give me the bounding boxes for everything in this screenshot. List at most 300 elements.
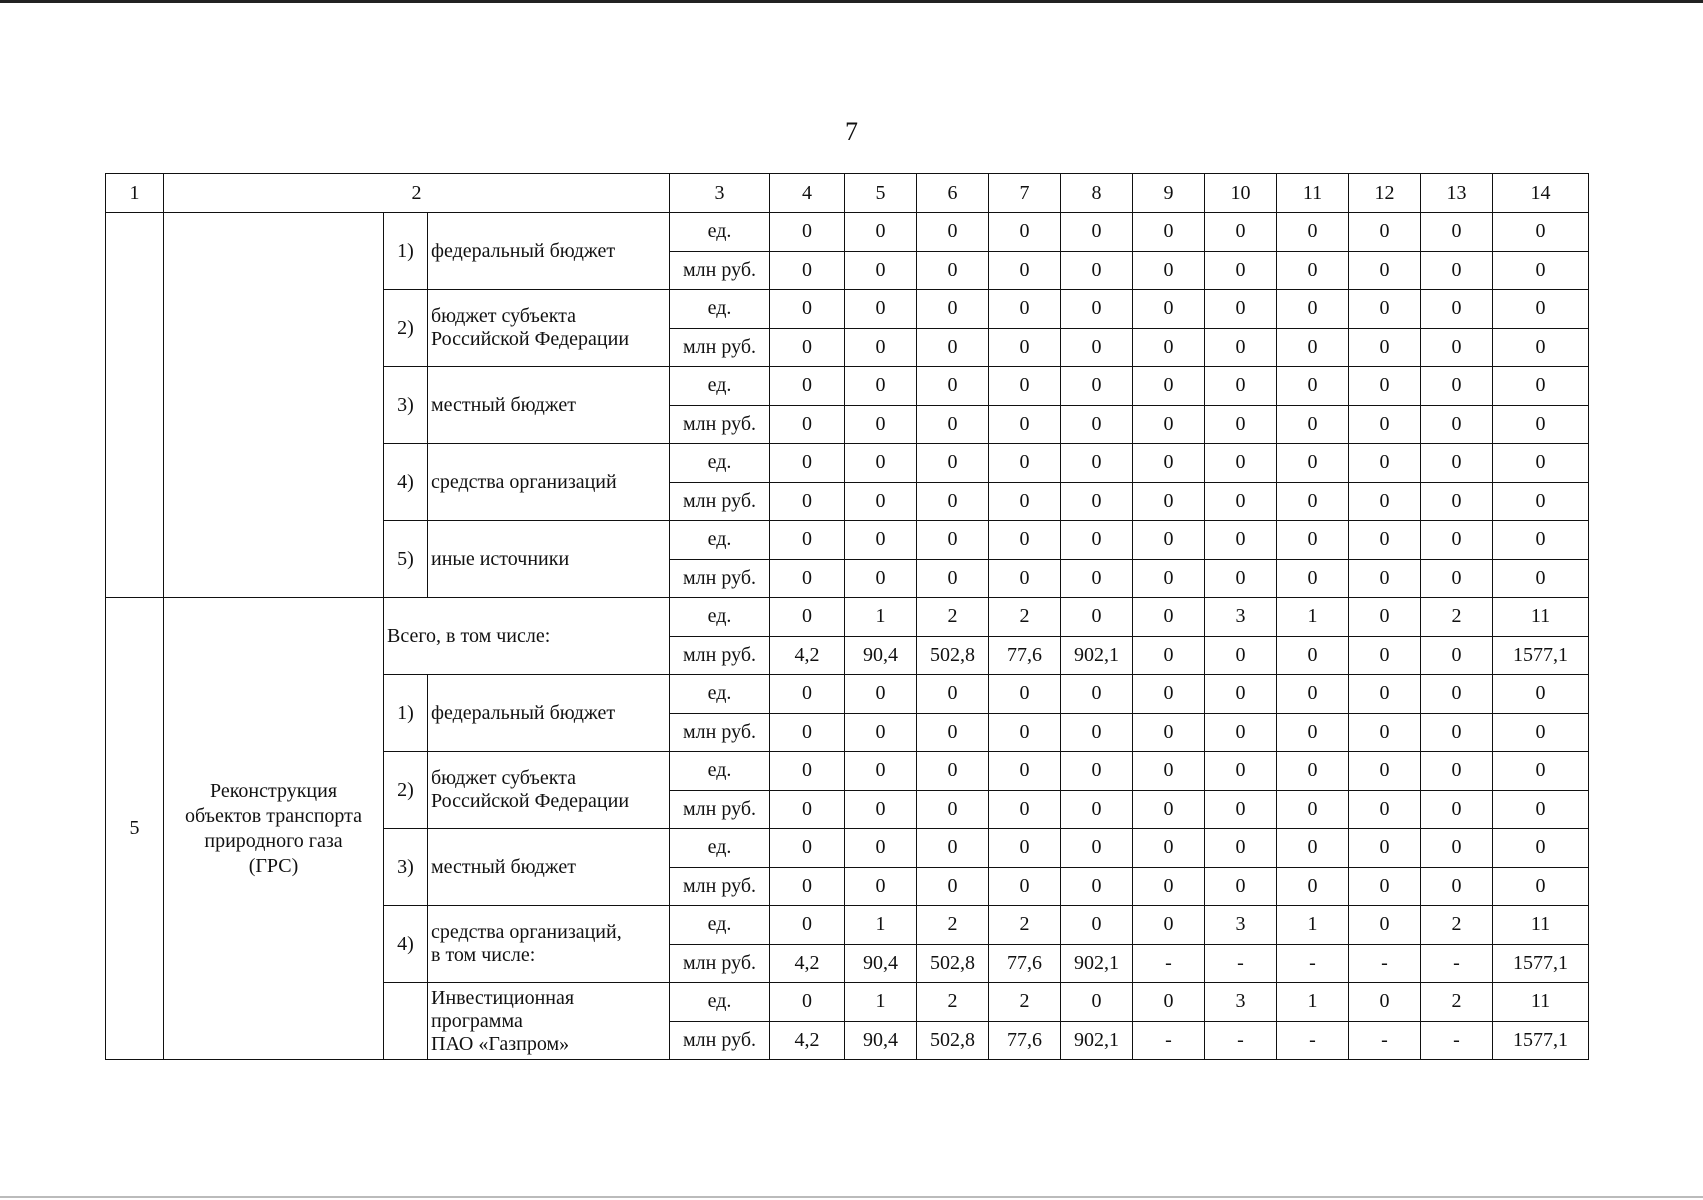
value-cell: 902,1 [1061, 944, 1133, 983]
value-cell: 0 [1133, 213, 1205, 252]
value-cell: - [1277, 944, 1349, 983]
value-cell: 0 [1421, 290, 1493, 329]
section-number-cell: 5 [106, 598, 164, 1060]
header-cell: 10 [1205, 174, 1277, 213]
value-cell: 0 [1349, 713, 1421, 752]
value-cell: 0 [1493, 328, 1589, 367]
value-cell: 0 [917, 829, 989, 868]
value-cell: 0 [1349, 867, 1421, 906]
value-cell: 2 [989, 983, 1061, 1022]
unit-cell: млн руб. [670, 482, 770, 521]
value-cell: 0 [1205, 367, 1277, 406]
value-cell: - [1133, 944, 1205, 983]
header-cell: 3 [670, 174, 770, 213]
unit-cell: млн руб. [670, 405, 770, 444]
value-cell: 0 [989, 405, 1061, 444]
value-cell: 0 [1349, 675, 1421, 714]
value-cell: 0 [917, 713, 989, 752]
value-cell: 0 [1133, 983, 1205, 1022]
unit-cell: млн руб. [670, 251, 770, 290]
value-cell: 0 [989, 752, 1061, 791]
value-cell: 0 [989, 521, 1061, 560]
value-cell: 0 [917, 867, 989, 906]
value-cell: 0 [845, 328, 917, 367]
header-cell: 2 [164, 174, 670, 213]
text-line: (ГРС) [248, 854, 299, 877]
value-cell: 0 [1421, 675, 1493, 714]
value-cell: 0 [1493, 482, 1589, 521]
value-cell: 0 [1349, 521, 1421, 560]
value-cell: 0 [1493, 290, 1589, 329]
value-cell: 502,8 [917, 944, 989, 983]
value-cell: 2 [917, 598, 989, 637]
value-cell: 502,8 [917, 636, 989, 675]
unit-cell: млн руб. [670, 790, 770, 829]
unit-cell: ед. [670, 213, 770, 252]
source-name [428, 521, 670, 598]
value-cell: 0 [1349, 290, 1421, 329]
value-cell: - [1421, 1021, 1493, 1060]
value-cell: 1 [845, 983, 917, 1022]
value-cell: 90,4 [845, 1021, 917, 1060]
value-cell: 0 [1277, 367, 1349, 406]
value-cell: 0 [1493, 213, 1589, 252]
value-cell: 0 [1061, 521, 1133, 560]
value-cell: 0 [1349, 251, 1421, 290]
value-cell: 0 [1205, 829, 1277, 868]
value-cell: 0 [1061, 790, 1133, 829]
value-cell: 0 [1133, 367, 1205, 406]
value-cell: 0 [1061, 983, 1133, 1022]
value-cell: 0 [1277, 482, 1349, 521]
source-number: 3) [384, 367, 428, 444]
value-cell: 0 [1421, 444, 1493, 483]
value-cell: 1 [845, 906, 917, 945]
value-cell: 0 [1493, 405, 1589, 444]
value-cell: 0 [1421, 328, 1493, 367]
value-cell: 0 [1349, 482, 1421, 521]
source-name [428, 752, 670, 829]
text-line: объектов транспорта [184, 804, 362, 827]
value-cell: 0 [1277, 675, 1349, 714]
value-cell: 0 [917, 251, 989, 290]
value-cell: 0 [845, 713, 917, 752]
value-cell: 11 [1493, 983, 1589, 1022]
value-cell: 3 [1205, 598, 1277, 637]
value-cell: 0 [1133, 444, 1205, 483]
value-cell: 0 [845, 675, 917, 714]
value-cell: 0 [1205, 251, 1277, 290]
source-name [428, 213, 670, 290]
source-number: 3) [384, 829, 428, 906]
value-cell: 0 [1205, 636, 1277, 675]
value-cell: 1 [1277, 906, 1349, 945]
value-cell: 0 [770, 559, 845, 598]
value-cell: 0 [989, 675, 1061, 714]
table-row [106, 598, 1589, 637]
value-cell: 0 [770, 444, 845, 483]
value-cell: 0 [1493, 251, 1589, 290]
value-cell: 0 [1277, 867, 1349, 906]
value-cell: - [1421, 944, 1493, 983]
value-cell: 0 [1349, 405, 1421, 444]
unit-cell: ед. [670, 521, 770, 560]
value-cell: 0 [1349, 328, 1421, 367]
value-cell: 0 [1349, 598, 1421, 637]
header-cell: 8 [1061, 174, 1133, 213]
value-cell: 2 [917, 906, 989, 945]
value-cell: 2 [1421, 598, 1493, 637]
text-line: федеральный бюджет [431, 701, 616, 724]
unit-cell: млн руб. [670, 944, 770, 983]
source-number: 1) [384, 675, 428, 752]
value-cell: 2 [1421, 906, 1493, 945]
value-cell: 0 [845, 790, 917, 829]
page-number: 7 [845, 117, 858, 146]
value-cell: 0 [845, 867, 917, 906]
text-line: природного газа [204, 829, 343, 852]
value-cell: 0 [1277, 290, 1349, 329]
value-cell: 0 [1061, 713, 1133, 752]
text-line: ПАО «Газпром» [431, 1032, 570, 1055]
header-cell: 6 [917, 174, 989, 213]
value-cell: 0 [1061, 482, 1133, 521]
value-cell: 0 [1349, 213, 1421, 252]
value-cell: 11 [1493, 598, 1589, 637]
value-cell: 0 [1277, 790, 1349, 829]
value-cell: 1 [1277, 983, 1349, 1022]
value-cell: 0 [845, 251, 917, 290]
value-cell: 0 [770, 790, 845, 829]
value-cell: 0 [1133, 752, 1205, 791]
text-line: бюджет субъекта [431, 305, 577, 327]
value-cell: 0 [1205, 444, 1277, 483]
value-cell: 0 [917, 559, 989, 598]
value-cell: 77,6 [989, 636, 1061, 675]
source-name [428, 290, 670, 367]
value-cell: 0 [989, 444, 1061, 483]
value-cell: 2 [989, 906, 1061, 945]
value-cell: 0 [770, 213, 845, 252]
text-line: средства организаций, [431, 921, 622, 943]
value-cell: 1 [1277, 598, 1349, 637]
value-cell: 0 [1061, 251, 1133, 290]
unit-cell: млн руб. [670, 867, 770, 906]
value-cell: 0 [770, 983, 845, 1022]
value-cell: 0 [770, 752, 845, 791]
value-cell: 2 [917, 983, 989, 1022]
unit-cell: ед. [670, 906, 770, 945]
header-cell: 4 [770, 174, 845, 213]
value-cell: 502,8 [917, 1021, 989, 1060]
value-cell: 0 [770, 521, 845, 560]
value-cell: 0 [1421, 521, 1493, 560]
value-cell: 0 [989, 213, 1061, 252]
value-cell: 0 [989, 829, 1061, 868]
value-cell: 0 [1421, 752, 1493, 791]
value-cell: 0 [1133, 867, 1205, 906]
value-cell: 0 [845, 444, 917, 483]
text-line: федеральный бюджет [431, 239, 616, 262]
text-line: Реконструкция [209, 779, 338, 802]
total-label: Всего, в том числе: [384, 598, 670, 675]
text-line: Российской Федерации [431, 790, 630, 812]
value-cell: 0 [1493, 752, 1589, 791]
value-cell: 0 [1421, 829, 1493, 868]
header-cell: 13 [1421, 174, 1493, 213]
section-title-cell [164, 213, 384, 598]
value-cell: - [1205, 944, 1277, 983]
value-cell: 0 [917, 290, 989, 329]
source-name [428, 675, 670, 752]
value-cell: 0 [989, 367, 1061, 406]
value-cell: 0 [1133, 906, 1205, 945]
value-cell: 0 [1133, 521, 1205, 560]
top-border-line [0, 0, 1703, 3]
unit-cell: ед. [670, 752, 770, 791]
header-cell: 9 [1133, 174, 1205, 213]
value-cell: 0 [989, 713, 1061, 752]
value-cell: 0 [1133, 636, 1205, 675]
value-cell: 0 [1205, 752, 1277, 791]
value-cell: 0 [845, 521, 917, 560]
value-cell: 1577,1 [1493, 636, 1589, 675]
value-cell: 0 [917, 752, 989, 791]
value-cell: 0 [1205, 521, 1277, 560]
source-number: 1) [384, 213, 428, 290]
unit-cell: млн руб. [670, 328, 770, 367]
value-cell: 0 [1493, 444, 1589, 483]
unit-cell: ед. [670, 829, 770, 868]
value-cell: 0 [917, 367, 989, 406]
unit-cell: ед. [670, 598, 770, 637]
value-cell: 0 [1277, 405, 1349, 444]
value-cell: 0 [917, 675, 989, 714]
value-cell: 2 [1421, 983, 1493, 1022]
section-title-cell [164, 598, 384, 1060]
value-cell: 0 [1493, 675, 1589, 714]
value-cell: 0 [1421, 405, 1493, 444]
value-cell: 0 [1349, 983, 1421, 1022]
value-cell: 0 [1061, 328, 1133, 367]
value-cell: 0 [1061, 559, 1133, 598]
value-cell: 0 [770, 482, 845, 521]
value-cell: 4,2 [770, 1021, 845, 1060]
source-name [428, 367, 670, 444]
value-cell: 0 [1421, 213, 1493, 252]
value-cell: 0 [1421, 482, 1493, 521]
value-cell: 0 [1349, 444, 1421, 483]
bottom-border-line [0, 1196, 1703, 1198]
value-cell: 0 [770, 367, 845, 406]
value-cell: 1 [845, 598, 917, 637]
source-number [384, 983, 428, 1060]
unit-cell: млн руб. [670, 1021, 770, 1060]
value-cell: 0 [1277, 521, 1349, 560]
text-line: Российской Федерации [431, 328, 630, 350]
header-cell: 11 [1277, 174, 1349, 213]
value-cell: 0 [1277, 713, 1349, 752]
value-cell: 0 [1133, 829, 1205, 868]
value-cell: 0 [1061, 367, 1133, 406]
value-cell: 0 [1205, 405, 1277, 444]
value-cell: 0 [1421, 559, 1493, 598]
value-cell: 0 [989, 867, 1061, 906]
value-cell: 0 [845, 752, 917, 791]
value-cell: 0 [917, 444, 989, 483]
value-cell: 0 [1421, 636, 1493, 675]
value-cell: 0 [770, 906, 845, 945]
value-cell: 0 [1205, 482, 1277, 521]
value-cell: 0 [1133, 713, 1205, 752]
value-cell: 0 [845, 559, 917, 598]
value-cell: 0 [989, 251, 1061, 290]
value-cell: 0 [1493, 521, 1589, 560]
source-name [428, 906, 670, 983]
header-cell: 12 [1349, 174, 1421, 213]
value-cell: 77,6 [989, 1021, 1061, 1060]
value-cell: 77,6 [989, 944, 1061, 983]
value-cell: 0 [1061, 675, 1133, 714]
value-cell: 0 [1277, 251, 1349, 290]
value-cell: 0 [989, 790, 1061, 829]
value-cell: 0 [1205, 328, 1277, 367]
value-cell: 0 [770, 867, 845, 906]
value-cell: 0 [917, 482, 989, 521]
value-cell: 0 [770, 675, 845, 714]
unit-cell: млн руб. [670, 636, 770, 675]
value-cell: 0 [770, 290, 845, 329]
value-cell: 3 [1205, 983, 1277, 1022]
value-cell: 0 [845, 213, 917, 252]
value-cell: 0 [1493, 559, 1589, 598]
value-cell: 0 [917, 213, 989, 252]
value-cell: 0 [1421, 790, 1493, 829]
value-cell: 0 [1061, 405, 1133, 444]
value-cell: 0 [917, 790, 989, 829]
unit-cell: ед. [670, 675, 770, 714]
value-cell: 0 [770, 251, 845, 290]
value-cell: 0 [845, 482, 917, 521]
value-cell: 902,1 [1061, 636, 1133, 675]
header-cell: 1 [106, 174, 164, 213]
value-cell: 0 [770, 405, 845, 444]
value-cell: 0 [1133, 251, 1205, 290]
value-cell: 0 [1493, 790, 1589, 829]
text-line: иные источники [431, 547, 570, 570]
value-cell: 0 [1061, 752, 1133, 791]
value-cell: 0 [989, 559, 1061, 598]
unit-cell: ед. [670, 983, 770, 1022]
value-cell: - [1349, 944, 1421, 983]
header-cell: 5 [845, 174, 917, 213]
value-cell: 0 [1205, 559, 1277, 598]
value-cell: 902,1 [1061, 1021, 1133, 1060]
value-cell: 0 [1133, 598, 1205, 637]
value-cell: 0 [1277, 752, 1349, 791]
table-row [106, 213, 1589, 252]
value-cell: 0 [1349, 367, 1421, 406]
value-cell: 0 [1421, 867, 1493, 906]
text-line: в том числе: [431, 944, 536, 966]
value-cell: 0 [1277, 444, 1349, 483]
value-cell: 1577,1 [1493, 1021, 1589, 1060]
value-cell: 0 [1349, 636, 1421, 675]
value-cell: 0 [1493, 713, 1589, 752]
value-cell: 0 [1061, 444, 1133, 483]
text-line: бюджет субъекта [431, 767, 577, 789]
value-cell: 0 [1493, 367, 1589, 406]
value-cell: 0 [1061, 290, 1133, 329]
value-cell: 0 [770, 713, 845, 752]
source-number: 5) [384, 521, 428, 598]
value-cell: 0 [1205, 713, 1277, 752]
source-number: 4) [384, 444, 428, 521]
source-number: 2) [384, 290, 428, 367]
value-cell: - [1349, 1021, 1421, 1060]
text-line: местный бюджет [431, 393, 576, 416]
source-name [428, 444, 670, 521]
value-cell: 0 [1205, 675, 1277, 714]
value-cell: 0 [845, 367, 917, 406]
header-cell: 7 [989, 174, 1061, 213]
value-cell: 0 [1061, 213, 1133, 252]
value-cell: 0 [1493, 867, 1589, 906]
value-cell: 0 [770, 598, 845, 637]
value-cell: 0 [845, 405, 917, 444]
value-cell: 90,4 [845, 944, 917, 983]
value-cell: 0 [1421, 251, 1493, 290]
unit-cell: млн руб. [670, 713, 770, 752]
value-cell: 0 [1349, 829, 1421, 868]
value-cell: 0 [1133, 482, 1205, 521]
value-cell: 0 [917, 328, 989, 367]
text-line: местный бюджет [431, 855, 576, 878]
value-cell: 0 [989, 328, 1061, 367]
value-cell: 0 [1277, 213, 1349, 252]
value-cell: 0 [1205, 867, 1277, 906]
unit-cell: ед. [670, 290, 770, 329]
value-cell: 0 [1277, 328, 1349, 367]
unit-cell: ед. [670, 444, 770, 483]
value-cell: 0 [845, 290, 917, 329]
value-cell: 0 [770, 829, 845, 868]
value-cell: - [1277, 1021, 1349, 1060]
value-cell: 0 [989, 290, 1061, 329]
value-cell: 4,2 [770, 636, 845, 675]
value-cell: 0 [1349, 790, 1421, 829]
value-cell: - [1205, 1021, 1277, 1060]
value-cell: 0 [1205, 790, 1277, 829]
text-line: программа [431, 1009, 523, 1032]
value-cell: 0 [1277, 829, 1349, 868]
header-cell: 14 [1493, 174, 1589, 213]
value-cell: 0 [1421, 367, 1493, 406]
header-row [106, 174, 1589, 213]
source-number: 4) [384, 906, 428, 983]
unit-cell: млн руб. [670, 559, 770, 598]
value-cell: 11 [1493, 906, 1589, 945]
value-cell: 0 [1133, 405, 1205, 444]
value-cell: 0 [1133, 290, 1205, 329]
value-cell: 0 [1277, 559, 1349, 598]
value-cell: 0 [1061, 906, 1133, 945]
text-line: средства организаций [431, 470, 617, 493]
unit-cell: ед. [670, 367, 770, 406]
investment-table [105, 173, 1589, 1060]
value-cell: 0 [1133, 559, 1205, 598]
source-number: 2) [384, 752, 428, 829]
